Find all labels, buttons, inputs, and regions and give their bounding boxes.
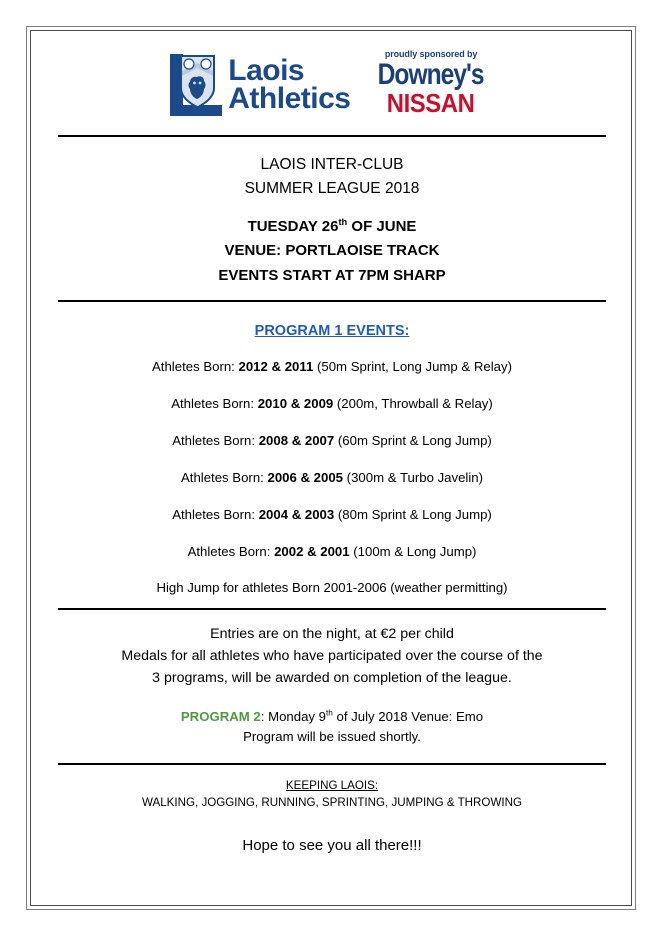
downeys-nissan-logo: [366, 50, 495, 119]
event-years: 2002 & 2001: [274, 543, 350, 559]
list-item: [43, 423, 621, 460]
list-item: [43, 459, 621, 496]
program1-event-list: [43, 345, 621, 609]
event-detail: (80m Sprint & Long Jump): [334, 506, 492, 522]
event-detail: (300m & Turbo Javelin): [343, 469, 484, 485]
event-detail: (100m & Long Jump): [349, 543, 477, 559]
sponsor-brand: Downey's: [378, 58, 485, 92]
title-block: [43, 137, 621, 201]
event-detail: (200m, Throwball & Relay): [333, 396, 493, 412]
keeping-laois-activities: WALKING, JOGGING, RUNNING, SPRINTING, JUMPING & THROWING: [141, 795, 523, 809]
event-venue: VENUE: PORTLAOISE TRACK: [224, 242, 440, 260]
event-date-ordinal: th: [338, 217, 348, 228]
keeping-laois-title-wrap: [43, 778, 621, 795]
list-item: [43, 386, 621, 423]
event-prefix: Athletes Born:: [172, 433, 259, 449]
event-years: 2006 & 2005: [267, 469, 344, 485]
medals-line2: 3 programs, will be awarded on completion of the league.: [152, 669, 512, 686]
keeping-laois-block: [43, 765, 621, 812]
program2-date-suffix: of July 2018 Venue: Emo: [332, 709, 484, 725]
flyer-content: [27, 27, 637, 911]
entries-fee-line: Entries are on the night, at €2 per child: [210, 626, 454, 643]
high-jump-note: High Jump for athletes Born 2001-2006 (weather permitting): [156, 580, 508, 596]
program2-date-ordinal: th: [326, 708, 333, 718]
event-prefix: Athletes Born:: [187, 543, 275, 559]
program2-date-line: [43, 707, 621, 727]
laois-athletics-wordmark: [228, 54, 351, 115]
program2-note: Program will be issued shortly.: [243, 729, 421, 745]
sponsor-tagline: proudly sponsored by: [384, 49, 478, 60]
laois-athletics-crest-icon: [168, 52, 224, 118]
event-detail: (60m Sprint & Long Jump): [334, 433, 492, 449]
program1-heading: PROGRAM 1 EVENTS:: [254, 322, 410, 339]
sponsor-marque: NISSAN: [387, 88, 475, 119]
event-years: 2004 & 2003: [258, 506, 335, 522]
event-detail: (50m Sprint, Long Jump & Relay): [313, 359, 512, 375]
logo-line-laois: Laois: [228, 54, 305, 88]
list-item: [43, 496, 621, 533]
logo-band: [43, 27, 621, 135]
page-title-line1: LAOIS INTER-CLUB: [260, 156, 404, 173]
list-item: [43, 349, 621, 386]
list-item: [43, 533, 621, 570]
event-date: [43, 215, 621, 239]
program2-block: [43, 689, 621, 747]
closing-message: Hope to see you all there!!!: [242, 837, 422, 855]
event-years: 2012 & 2011: [238, 359, 314, 375]
laois-athletics-logo: [168, 52, 350, 118]
entries-block: [43, 610, 621, 689]
event-prefix: Athletes Born:: [171, 396, 258, 412]
keeping-laois-title: KEEPING LAOIS:: [285, 778, 379, 792]
event-years: 2010 & 2009: [257, 396, 334, 412]
logo-line-athletics: Athletics: [228, 82, 351, 115]
program2-label: PROGRAM 2: [180, 709, 261, 725]
subtitle-block: [43, 201, 621, 300]
event-start-time: EVENTS START AT 7PM SHARP: [218, 266, 446, 284]
event-date-suffix: OF JUNE: [347, 218, 417, 236]
flyer-page-border: [26, 26, 636, 910]
event-prefix: Athletes Born:: [180, 469, 268, 485]
event-prefix: Athletes Born:: [152, 359, 239, 375]
event-date-prefix: TUESDAY 26: [247, 218, 339, 236]
page-title-line2: SUMMER LEAGUE 2018: [244, 180, 420, 198]
medals-line1: Medals for all athletes who have participated over the course of the: [121, 648, 543, 665]
program2-date-prefix: : Monday 9: [260, 709, 326, 725]
event-years: 2008 & 2007: [258, 433, 335, 449]
event-prefix: Athletes Born:: [172, 506, 259, 522]
